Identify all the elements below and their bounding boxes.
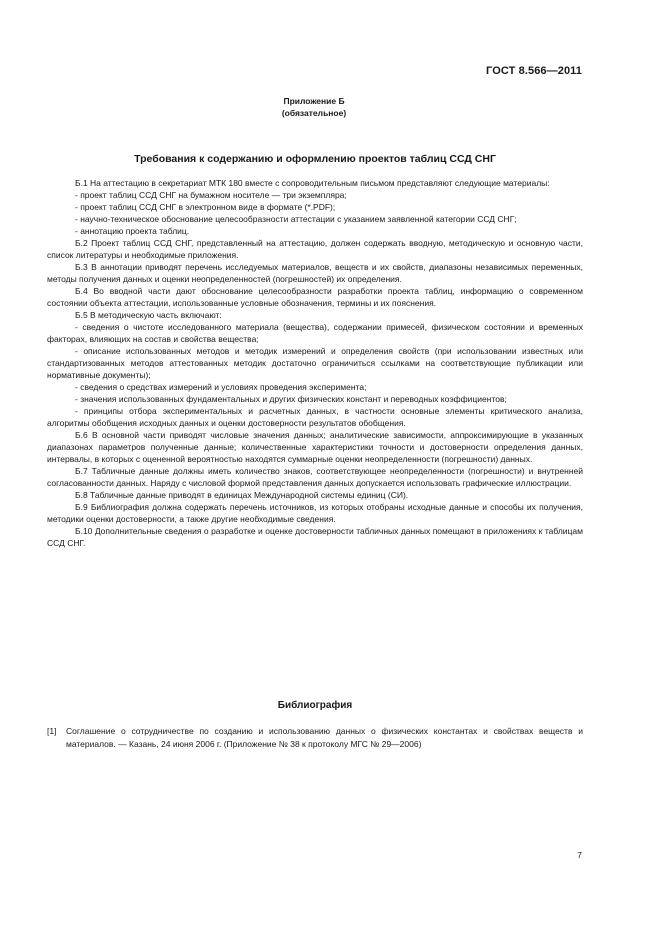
paragraph: - научно-техническое обоснование целесообразности аттестации с указанием заявленной категории ССД СНГ;: [75, 214, 517, 224]
paragraph: Б.6 В основной части приводят числовые значения данных; аналитические зависимости, аппроксимирующие в указанных диапазонах параметров полученные данные; количественные характеристики точности и достоверности определения данных, интервалы, в которых с оцененной вероятностью находятся суммарные оценки неопределенности (погрешности) данных.: [47, 430, 583, 464]
paragraph: - значения использованных фундаментальных и других физических констант и переводных коэффициентов;: [75, 394, 507, 404]
paragraph: Б.7 Табличные данные должны иметь количество знаков, соответствующее неопределенности (погрешности) и внутренней согласованности данных. Наряду с числовой формой представления данных допускается использовать графические иллюстрации.: [47, 466, 583, 488]
appendix-status: (обязательное): [281, 108, 347, 118]
paragraph: Б.3 В аннотации приводят перечень исследуемых материалов, веществ и их свойств, диапазоны независимых переменных, методы получения данных и оценки неопределенностей (погрешностей) их определения.: [47, 262, 583, 284]
paragraph: - проект таблиц ССД СНГ в электронном виде в формате (*.PDF);: [75, 202, 336, 212]
appendix-title: Приложение Б: [283, 96, 345, 106]
document-body: [47, 177, 583, 549]
paragraph: - сведения о чистоте исследованного материала (вещества), содержании примесей, физическом состоянии и временных факторах, влияющих на состав и свойства вещества;: [47, 322, 583, 344]
paragraph: Б.2 Проект таблиц ССД СНГ, представленный на аттестацию, должен содержать вводную, методическую и основную части, список литературы и необходимые приложения.: [47, 238, 583, 260]
paragraph: - сведения о средствах измерений и условиях проведения эксперимента;: [75, 382, 367, 392]
bibliography-entry-number: [1]: [47, 726, 57, 736]
paragraph: Б.1 На аттестацию в секретариат МТК 180 вместе с сопроводительным письмом представляют следующие материалы:: [75, 178, 550, 188]
bibliography-title: Библиография: [277, 700, 353, 711]
document-code: ГОСТ 8.566—2011: [486, 65, 582, 77]
paragraph: - описание использованных методов и методик измерений и определения свойств (при использовании известных или стандартизованных методов аттестованных методик достаточно ограничиться ссылками на соответствующие публикации или нормативные документы);: [47, 346, 583, 380]
paragraph: Б.9 Библиография должна содержать перечень источников, из которых отобраны исходные данные и способы их получения, методики оценки достоверности, а также другие необходимые сведения.: [47, 502, 583, 524]
bibliography-list: [47, 725, 583, 750]
section-title: Требования к содержанию и оформлению проектов таблиц ССД СНГ: [134, 153, 496, 165]
appendix-heading: [0, 95, 628, 119]
paragraph: - аннотацию проекта таблиц.: [75, 226, 190, 236]
paragraph: - принципы отбора экспериментальных и расчетных данных, в частности основные элементы критического анализа, алгоритмы обобщения исходных данных и оценки достоверности результатов обобщения.: [47, 406, 583, 428]
paragraph: Б.10 Дополнительные сведения о разработке и оценке достоверности табличных данных помещают в приложениях к таблицам ССД СНГ.: [47, 526, 583, 548]
bibliography-entry: [47, 725, 583, 750]
paragraph: Б.4 Во вводной части дают обоснование целесообразности разработки проекта таблиц, информацию о современном состоянии объекта аттестации, использованные условные обозначения, термины и их пояснения.: [47, 286, 583, 308]
paragraph: Б.8 Табличные данные приводят в единицах Международной системы единиц (СИ).: [75, 490, 409, 500]
bibliography-entry-text: Соглашение о сотрудничестве по созданию и использованию данных о физических константах и свойствах веществ и материалов. — Казань, 24 июня 2006 г. (Приложение № 38 к протоколу МГС № 29—2006): [66, 726, 583, 749]
paragraph: - проект таблиц ССД СНГ на бумажном носителе — три экземпляра;: [75, 190, 347, 200]
page-number: 7: [577, 850, 582, 860]
paragraph: Б.5 В методическую часть включают:: [75, 310, 222, 320]
